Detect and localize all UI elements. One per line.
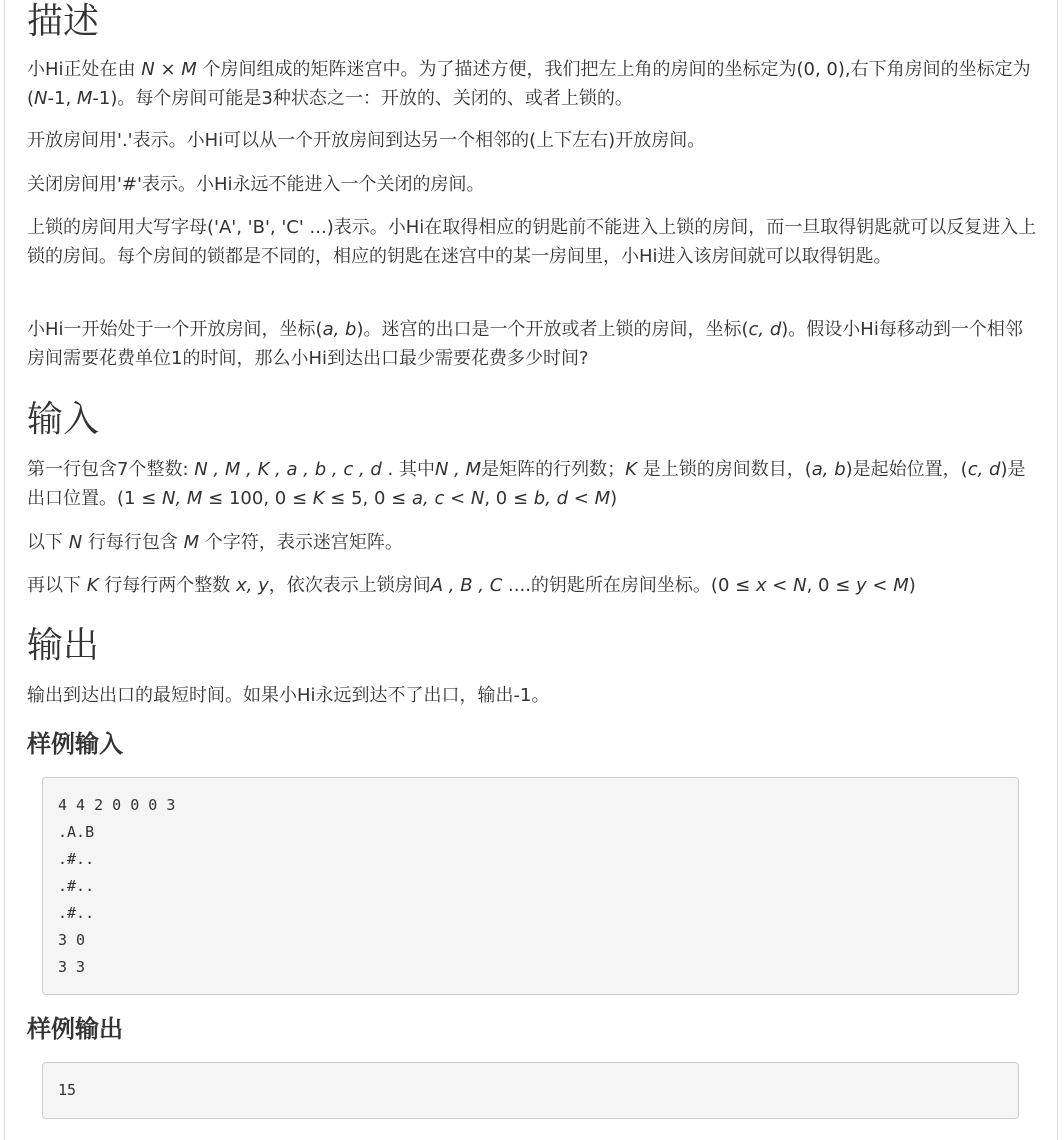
- description-paragraph-3: 关闭房间用'#'表示。小Hi永远不能进入一个关闭的房间。: [27, 174, 485, 195]
- sample-input-code: 4 4 2 0 0 0 3 .A.B .#.. .#.. .#.. 3 0 3 3: [42, 777, 1019, 995]
- output-paragraph: 输出到达出口的最短时间。如果小Hi永远到达不了出口，输出-1。: [27, 685, 550, 706]
- sample-output-heading: 样例输出: [27, 1015, 123, 1043]
- description-paragraph-5: 小Hi一开始处于一个开放房间，坐标(a, b)。迷宫的出口是一个开放或者上锁的房间，坐标(c, d)。假设小Hi每移动到一个相邻房间需要花费单位1的时间，那么小Hi到达出口最少需要花费多少时间?: [27, 319, 1023, 369]
- sample-input-heading: 样例输入: [27, 730, 123, 758]
- output-heading: 输出: [27, 625, 100, 666]
- input-paragraph-2: 以下 N 行每行包含 M 个字符，表示迷宫矩阵。: [27, 532, 403, 553]
- description-heading: 描述: [27, 1, 100, 42]
- description-paragraph-2: 开放房间用'.'表示。小Hi可以从一个开放房间到达另一个相邻的(上下左右)开放房间。: [27, 130, 706, 151]
- input-heading: 输入: [27, 399, 100, 440]
- description-paragraph-1: 小Hi正处在由 N × M 个房间组成的矩阵迷宫中。为了描述方便，我们把左上角的房间的坐标定为(0, 0),右下角房间的坐标定为(N-1, M-1)。每个房间可能是3种状态之一：开放的、关闭的、或者上锁的。: [27, 59, 1031, 109]
- sample-output-code: 15: [42, 1062, 1019, 1119]
- input-paragraph-1: 第一行包含7个整数: N , M , K , a , b , c , d . 其中N , M是矩阵的行列数；K 是上锁的房间数目，(a, b)是起始位置，(c, d)是出口位置。(1 ≤ N, M ≤ 100, 0 ≤ K ≤ 5, 0 ≤ a, c < N, 0 ≤ b, d < M): [27, 459, 1026, 509]
- description-paragraph-4: 上锁的房间用大写字母('A', 'B', 'C' ...)表示。小Hi在取得相应的钥匙前不能进入上锁的房间，而一旦取得钥匙就可以反复进入上锁的房间。每个房间的锁都是不同的，相应的钥匙在迷宫中的某一房间里，小Hi进入该房间就可以取得钥匙。: [27, 217, 1037, 267]
- input-paragraph-3: 再以下 K 行每行两个整数 x, y，依次表示上锁房间A , B , C ....的钥匙所在房间坐标。(0 ≤ x < N, 0 ≤ y < M): [27, 575, 916, 596]
